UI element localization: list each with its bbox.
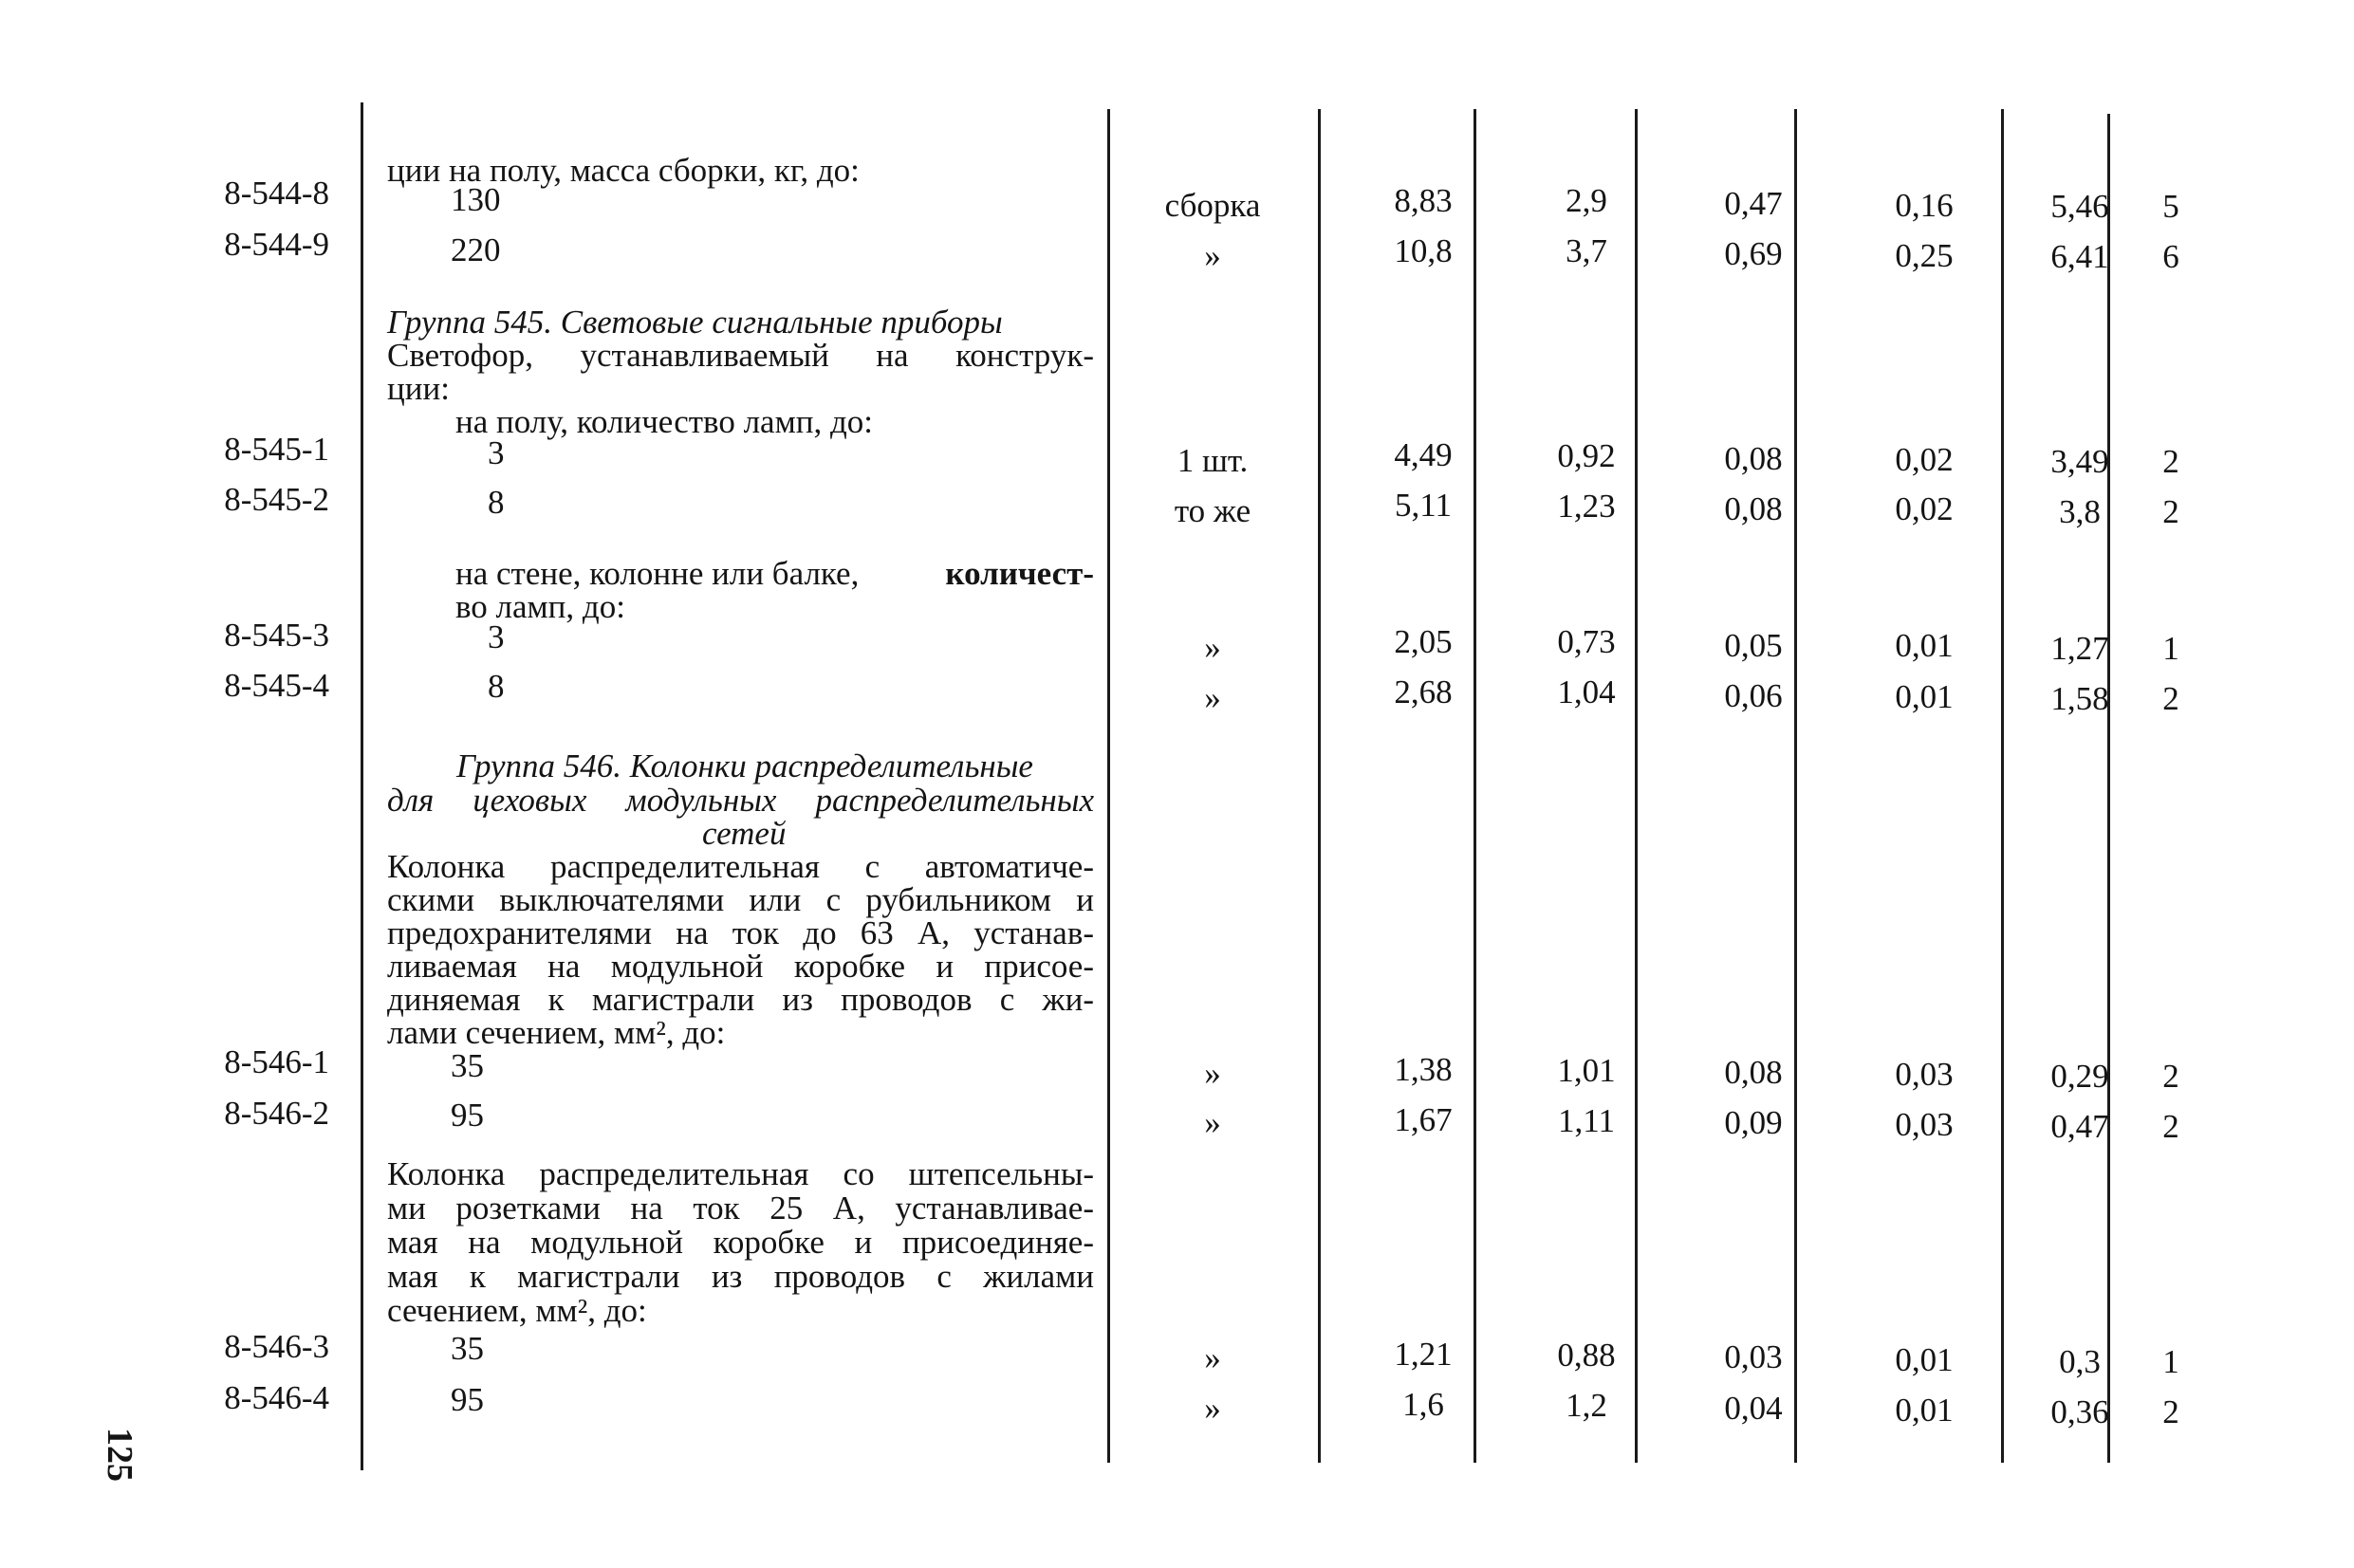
row-value-3: 0,08 bbox=[1724, 1054, 1783, 1091]
column-rule-code bbox=[361, 102, 363, 1470]
row-code: 8-545-4 bbox=[224, 667, 329, 704]
row-value-6: 1 bbox=[2162, 630, 2179, 667]
row-value-2: 1,2 bbox=[1566, 1387, 1607, 1424]
row-value-3: 0,05 bbox=[1724, 627, 1783, 664]
row-unit: » bbox=[1204, 1104, 1221, 1141]
column-rule-value-5 bbox=[2107, 114, 2110, 1463]
row-value-1: 1,6 bbox=[1402, 1386, 1444, 1423]
row-value-3: 0,04 bbox=[1724, 1390, 1783, 1427]
row-value-1: 5,11 bbox=[1395, 487, 1452, 524]
row-unit: » bbox=[1204, 679, 1221, 716]
description-text: сечением, мм², до: bbox=[387, 1292, 647, 1329]
row-value-6: 2 bbox=[2162, 1058, 2179, 1095]
description-text-part: на стене, колонне или балке, bbox=[455, 555, 860, 592]
description-text: Светофор, устанавливаемый на конструк- bbox=[387, 337, 1094, 374]
row-unit: то же bbox=[1174, 492, 1251, 529]
row-value-2: 0,73 bbox=[1557, 623, 1616, 660]
row-code: 8-546-1 bbox=[224, 1043, 329, 1080]
row-label: 35 bbox=[451, 1047, 484, 1084]
row-value-3: 0,08 bbox=[1724, 490, 1783, 527]
row-value-4: 0,03 bbox=[1895, 1106, 1954, 1143]
row-value-2: 1,23 bbox=[1557, 488, 1616, 525]
row-label: 95 bbox=[451, 1381, 484, 1418]
description-text: ливаемая на модульной коробке и присое- bbox=[387, 948, 1094, 985]
description-text: Колонка распределительная со штепсельны- bbox=[387, 1155, 1094, 1192]
row-value-6: 6 bbox=[2162, 238, 2179, 275]
row-value-3: 0,06 bbox=[1724, 677, 1783, 714]
row-unit: » bbox=[1204, 629, 1221, 666]
row-code: 8-545-1 bbox=[224, 431, 329, 468]
row-value-2: 1,11 bbox=[1558, 1102, 1615, 1139]
row-value-1: 1,21 bbox=[1394, 1336, 1453, 1373]
row-unit: » bbox=[1204, 237, 1221, 274]
group-heading: для цеховых модульных распределительных bbox=[387, 782, 1094, 819]
row-value-5: 6,41 bbox=[2050, 238, 2109, 275]
description-text: во ламп, до: bbox=[455, 588, 625, 625]
row-value-5: 1,58 bbox=[2050, 680, 2109, 717]
column-rule-value-3 bbox=[1794, 109, 1797, 1463]
row-value-5: 5,46 bbox=[2050, 188, 2109, 225]
row-value-6: 2 bbox=[2162, 680, 2179, 717]
description-text-bold: количест- bbox=[945, 555, 1094, 592]
group-heading: сетей bbox=[702, 815, 787, 852]
row-label: 8 bbox=[488, 484, 505, 521]
row-code: 8-544-8 bbox=[224, 175, 329, 212]
row-value-4: 0,02 bbox=[1895, 441, 1954, 478]
row-value-3: 0,69 bbox=[1724, 235, 1783, 272]
row-code: 8-546-3 bbox=[224, 1328, 329, 1365]
row-value-5: 0,3 bbox=[2059, 1343, 2101, 1380]
row-label: 220 bbox=[451, 231, 501, 268]
description-text: мая к магистрали из проводов с жилами bbox=[387, 1258, 1094, 1295]
row-value-5: 0,47 bbox=[2050, 1108, 2109, 1145]
row-unit: 1 шт. bbox=[1177, 442, 1249, 479]
description-text: ции на полу, масса сборки, кг, до: bbox=[387, 152, 860, 189]
row-value-5: 3,8 bbox=[2059, 493, 2101, 530]
row-value-1: 8,83 bbox=[1394, 182, 1453, 219]
row-value-5: 0,36 bbox=[2050, 1393, 2109, 1430]
row-value-6: 2 bbox=[2162, 1393, 2179, 1430]
description-text: мая на модульной коробке и присоединяе- bbox=[387, 1224, 1094, 1261]
description-text: диняемая к магистрали из проводов с жи- bbox=[387, 981, 1094, 1018]
row-value-2: 3,7 bbox=[1566, 232, 1607, 269]
column-rule-value-2 bbox=[1635, 109, 1638, 1463]
row-label: 130 bbox=[451, 181, 501, 218]
description-text: скими выключателями или с рубильником и bbox=[387, 881, 1094, 918]
row-value-3: 0,09 bbox=[1724, 1104, 1783, 1141]
column-rule-unit bbox=[1318, 109, 1321, 1463]
row-label: 95 bbox=[451, 1097, 484, 1134]
row-code: 8-544-9 bbox=[224, 226, 329, 263]
column-rule-description bbox=[1107, 109, 1110, 1463]
row-value-5: 1,27 bbox=[2050, 630, 2109, 667]
row-value-4: 0,16 bbox=[1895, 187, 1954, 224]
row-value-1: 10,8 bbox=[1394, 232, 1453, 269]
row-label: 3 bbox=[488, 434, 505, 471]
group-heading: Группа 545. Световые сигнальные приборы bbox=[387, 304, 1003, 341]
row-value-4: 0,03 bbox=[1895, 1056, 1954, 1093]
row-value-2: 1,04 bbox=[1557, 673, 1616, 710]
column-rule-value-4 bbox=[2001, 109, 2004, 1463]
row-value-4: 0,01 bbox=[1895, 1392, 1954, 1429]
row-value-4: 0,25 bbox=[1895, 237, 1954, 274]
row-value-4: 0,02 bbox=[1895, 490, 1954, 527]
row-value-6: 2 bbox=[2162, 493, 2179, 530]
row-unit: » bbox=[1204, 1055, 1221, 1092]
row-value-4: 0,01 bbox=[1895, 678, 1954, 715]
row-value-1: 4,49 bbox=[1394, 436, 1453, 473]
row-value-6: 2 bbox=[2162, 443, 2179, 480]
row-value-3: 0,03 bbox=[1724, 1338, 1783, 1375]
row-unit: » bbox=[1204, 1339, 1221, 1376]
column-rule-value-1 bbox=[1474, 109, 1476, 1463]
page-number: 125 bbox=[100, 1428, 139, 1482]
description-text: Колонка распределительная с автоматиче- bbox=[387, 848, 1094, 885]
description-text: лами сечением, мм², до: bbox=[387, 1014, 726, 1051]
row-value-3: 0,08 bbox=[1724, 440, 1783, 477]
description-text: ции: bbox=[387, 370, 450, 407]
row-value-5: 0,29 bbox=[2050, 1058, 2109, 1095]
row-value-2: 0,88 bbox=[1557, 1337, 1616, 1374]
row-value-5: 3,49 bbox=[2050, 443, 2109, 480]
group-heading: Группа 546. Колонки распределительные bbox=[456, 747, 1033, 784]
row-unit: сборка bbox=[1164, 187, 1261, 224]
description-text: предохранителями на ток до 63 А, устанав- bbox=[387, 914, 1094, 951]
description-text: ми розетками на ток 25 А, устанавливае- bbox=[387, 1190, 1094, 1227]
row-label: 3 bbox=[488, 618, 505, 655]
row-code: 8-546-2 bbox=[224, 1095, 329, 1132]
row-code: 8-546-4 bbox=[224, 1379, 329, 1416]
row-value-1: 2,68 bbox=[1394, 673, 1453, 710]
row-value-2: 1,01 bbox=[1557, 1052, 1616, 1089]
row-value-1: 2,05 bbox=[1394, 623, 1453, 660]
description-text bbox=[455, 557, 1094, 591]
row-value-2: 2,9 bbox=[1566, 182, 1607, 219]
row-value-1: 1,67 bbox=[1394, 1101, 1453, 1138]
row-value-6: 1 bbox=[2162, 1343, 2179, 1380]
row-value-4: 0,01 bbox=[1895, 627, 1954, 664]
row-code: 8-545-2 bbox=[224, 481, 329, 518]
row-value-6: 2 bbox=[2162, 1108, 2179, 1145]
row-value-1: 1,38 bbox=[1394, 1051, 1453, 1088]
row-value-3: 0,47 bbox=[1724, 185, 1783, 222]
description-text: на полу, количество ламп, до: bbox=[455, 403, 873, 440]
row-value-6: 5 bbox=[2162, 188, 2179, 225]
row-value-2: 0,92 bbox=[1557, 437, 1616, 474]
row-label: 8 bbox=[488, 668, 505, 705]
row-code: 8-545-3 bbox=[224, 617, 329, 654]
row-unit: » bbox=[1204, 1390, 1221, 1427]
row-value-4: 0,01 bbox=[1895, 1341, 1954, 1378]
row-label: 35 bbox=[451, 1330, 484, 1367]
